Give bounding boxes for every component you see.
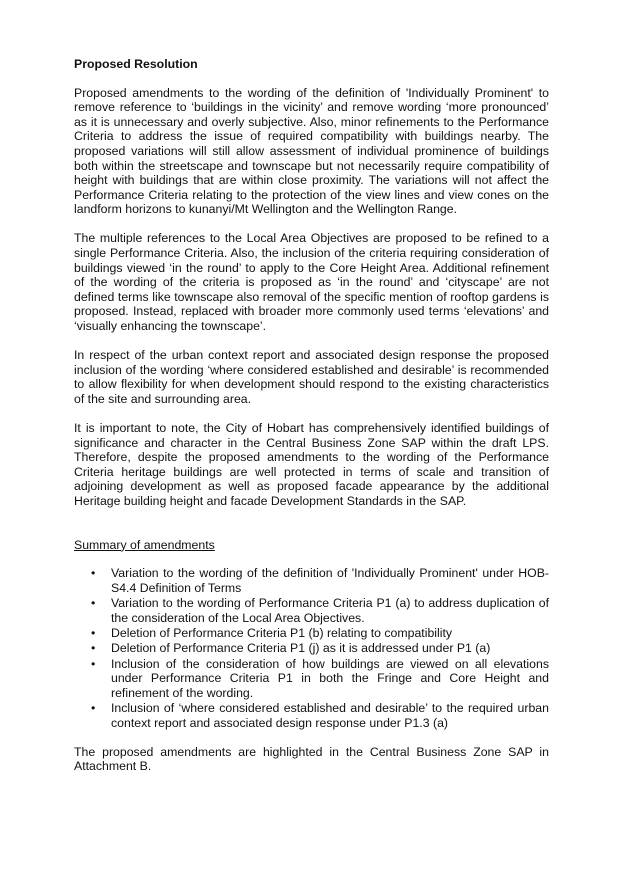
summary-heading: Summary of amendments	[74, 537, 215, 552]
list-item-text: Inclusion of the consideration of how buildings are viewed on all elevations under Performance Criteria P1 in both the Fringe and Core Height and refinement of the wording.	[111, 656, 549, 701]
list-item-text: Deletion of Performance Criteria P1 (b) relating to compatibility	[111, 626, 453, 641]
closing-paragraph: The proposed amendments are highlighted in the Central Business Zone SAP in Attachment B.	[74, 744, 549, 774]
paragraph-heritage-protection: It is important to note, the City of Hobart has comprehensively identified buildings of significance and character in the Central Business Zone SAP within the draft LPS. Therefore, despite the proposed amendments to the wording of the Performance Criteria heritage buildings are well protected in terms of scale and transition of adjoining development as well as proposed facade appearance by the additional Heritage building height and facade Development Standards in the SAP.	[74, 420, 549, 508]
bullet-icon: •	[91, 626, 96, 641]
bullet-icon: •	[91, 596, 96, 611]
list-item	[74, 657, 549, 701]
document-page	[74, 57, 549, 788]
paragraph-local-area-objectives: The multiple references to the Local Area Objectives are proposed to be refined to a single Performance Criteria. Also, the inclusion of the criteria requiring consideration of buildings viewed ‘in the round’ to apply to the Core Height Area. Additional refinement of the wording of the criteria is proposed as ‘in the round’ and ‘cityscape’ are not defined terms like townscape also removal of the specific mention of rooftop gardens is proposed. Instead, replaced with broader more commonly used terms ‘elevations’ and ‘visually enhancing the townscape’.	[74, 231, 549, 333]
list-item-text: Deletion of Performance Criteria P1 (j) as it is addressed under P1 (a)	[111, 641, 491, 656]
bullet-icon: •	[91, 641, 96, 656]
list-item	[74, 641, 549, 656]
amendments-list	[74, 566, 549, 731]
list-item	[74, 701, 549, 730]
bullet-icon: •	[91, 656, 96, 671]
list-item	[74, 626, 549, 641]
list-item-text: Inclusion of ‘where considered established and desirable’ to the required urban context report and associated design response under P1.3 (a)	[111, 701, 549, 731]
list-item	[74, 596, 549, 625]
bullet-icon: •	[91, 566, 96, 581]
paragraph-definition-amendments: Proposed amendments to the wording of the definition of 'Individually Prominent' to remove reference to ‘buildings in the vicinity’ and remove wording ‘more pronounced’ as it is unnecessary and overly subjective. Also, minor refinements to the Performance Criteria to address the issue of required compatibility with buildings nearby. The proposed variations will still allow assessment of individual prominence of buildings both within the streetscape and townscape but not necessarily require compatibility of height with buildings that are within close proximity. The variations will not affect the Performance Criteria relating to the protection of the view lines and view cones on the landform horizons to kunanyi/Mt Wellington and the Wellington Range.	[74, 85, 549, 217]
paragraph-urban-context-report: In respect of the urban context report and associated design response the proposed inclusion of the wording ‘where considered established and desirable’ is recommended to allow flexibility for when development should respond to the existing characteristics of the site and surrounding area.	[74, 348, 549, 406]
list-item	[74, 566, 549, 595]
list-item-text: Variation to the wording of Performance Criteria P1 (a) to address duplication of the consideration of the Local Area Objectives.	[111, 596, 549, 625]
list-item-text: Variation to the wording of the definition of 'Individually Prominent' under HOB-S4.4 Definition of Terms	[111, 566, 549, 595]
section-heading: Proposed Resolution	[74, 57, 198, 71]
bullet-icon: •	[91, 701, 96, 716]
